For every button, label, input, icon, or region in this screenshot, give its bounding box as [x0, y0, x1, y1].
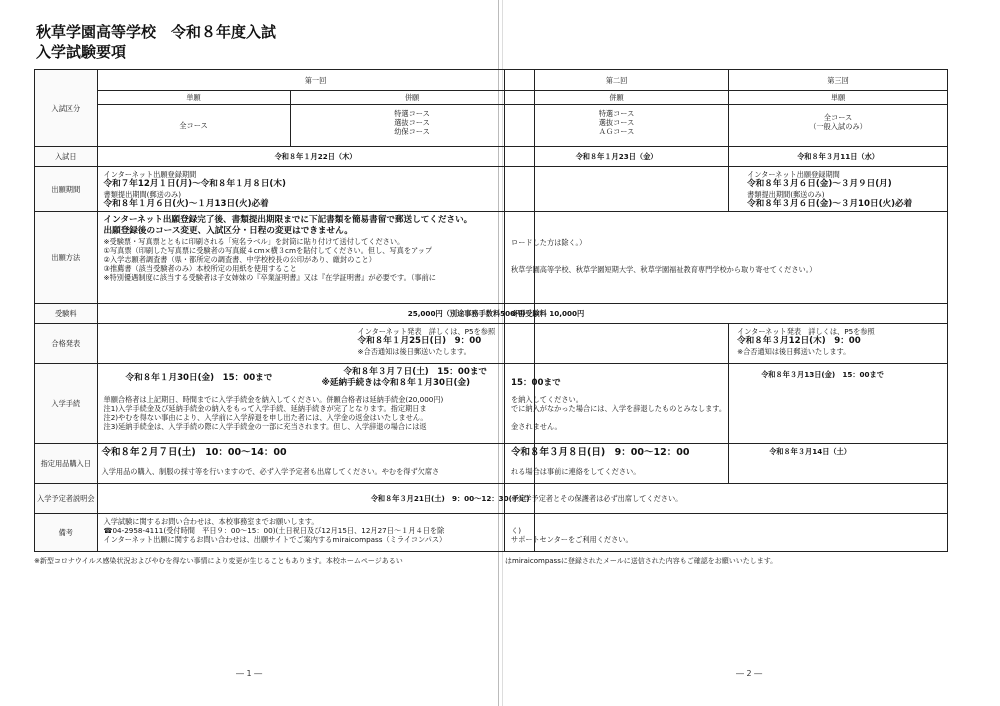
- round3-date: 令和８年３月11日（水）: [729, 147, 948, 167]
- round2-period: [505, 167, 729, 212]
- round2-goods: 令和８年３月８日(日) 9：00～12：00 れる場合は事前に連絡をしてください。: [505, 444, 729, 484]
- round23-fee: ※再受験料 10,000円: [505, 304, 948, 324]
- round1-tan-course: 全コース: [97, 105, 290, 147]
- round1-goods: 令和８年２月７日(土) 10：00～14：00 入学用品の購入、制服の採寸等を行いますので、必ず入学予定者も出席してください。やむを得ず欠席さ: [97, 444, 534, 484]
- exam-table-left: [34, 69, 535, 552]
- round1-hei-courses: 特選コース 選抜コース 幼保コース: [290, 105, 534, 147]
- round23-method: ロードした方は除く。） 秋草学園高等学校、秋草学園短期大学、秋草学園福祉教育専門学校から取り寄せてください。）: [505, 212, 948, 304]
- round3-result: インターネット発表 詳しくは、P5を参照 令和８年３月12日(木) 9：00 ※合否通知は後日郵送いたします。: [729, 324, 948, 364]
- label-fee: 受験料: [35, 304, 98, 324]
- footnote-left: ※新型コロナウイルス感染状況およびやむを得ない事情により変更が生じることもあります。本校ホームページあるい: [34, 557, 403, 565]
- round1-briefing: 令和８年３月21日(土) 9：00～12：30(予定): [97, 484, 534, 514]
- round1-notes: 入学試験に関するお問い合わせは、本校事務室までお願いします。 ☎04-2958-4111(受付時間 平日９：00～15：00)(土日祝日及び12月15日、12月27日～１月４日を除 インターネット出願に関するお問い合わせは、出願サイトでご案内するmiraicompass（ミライコンパス）: [97, 514, 534, 552]
- round1-result: インターネット発表 詳しくは、P5を参照 令和８年１月25日(日) 9：00 ※合否通知は後日郵送いたします。: [97, 324, 534, 364]
- label-kubun: 入試区分: [35, 70, 98, 147]
- label-result: 合格発表: [35, 324, 98, 364]
- round1-tan-header: 単願: [97, 91, 290, 105]
- round3-period: インターネット出願登録期間 令和８年３月６日(金)～３月９日(月) 書類提出期間(郵送のみ) 令和８年３月６日(金)～３月10日(火)必着: [729, 167, 948, 212]
- round23-briefing: ※入学予定者とその保護者は必ず出席してください。: [505, 484, 948, 514]
- round1-fee: 25,000円（別途事務手数料500円）: [97, 304, 534, 324]
- label-date: 入試日: [35, 147, 98, 167]
- round3-courses: 全コース （一般入試のみ）: [729, 105, 948, 147]
- round1-period: インターネット出願登録期間 令和７年12月１日(月)～令和８年１月８日(木) 書類提出期間(郵送のみ) 令和８年１月６日(火)～１月13日(火)必着: [97, 167, 534, 212]
- round23-notes: く) サポートセンターをご利用ください。: [505, 514, 948, 552]
- label-procedure: 入学手続: [35, 364, 98, 444]
- round2-procedure: 15：00まで を納入してください。 でに納入がなかった場合には、入学を辞退したものとみなします。 金されません。: [505, 364, 729, 444]
- round3-procedure: 令和８年３月13日(金) 15：00まで: [729, 364, 948, 444]
- round1-header: 第一回: [97, 70, 534, 91]
- page-subtitle: 入学試験要項: [36, 43, 127, 61]
- exam-table-right: [504, 69, 948, 552]
- round3-header: 第三回: [729, 70, 948, 91]
- round2-result: [505, 324, 729, 364]
- round1-hei-header: 併願: [290, 91, 534, 105]
- label-period: 出願期間: [35, 167, 98, 212]
- round1-method: インターネット出願登録完了後、書類提出期限までに下記書類を簡易書留で郵送してください。 出願登録後のコース変更、入試区分・日程の変更はできません。 ※受験票・写真票とともに印刷される「宛名ラベル」を封筒に貼り付けて送付してください。 ①写真票（印刷した写真票に受験者の写真縦４cm×横３cmを貼付してください。但し、写真をアップ ②入学志願者調査書（県・都所定の調査書、中学校校長の公印があり、厳封のこと） ③推薦書（該当受験者のみ）本校所定の用紙を使用すること ※特別優遇制度に該当する受験者は子女姉妹の『卒業証明書』又は『在学証明書』が必要です。（事前に: [97, 212, 534, 304]
- round3-goods: 令和８年３月14日（土）: [729, 444, 948, 484]
- footnote-right: はmiraicompassに登録されたメールに送信された内容もご確認をお願いいたします。: [505, 557, 778, 565]
- round2-date: 令和８年１月23日（金）: [505, 147, 729, 167]
- label-goods: 指定用品購入日: [35, 444, 98, 484]
- round2-hei-header: 併願: [505, 91, 729, 105]
- page-number-1: ― 1 ―: [236, 669, 263, 678]
- round1-procedure: 令和８年１月30日(金) 15：00まで 令和８年３月７日(土) 15：00まで ※延納手続きは令和８年１月30日(金) 単願合格者は上記期日、時間までに入学手続金を納入してください。併願合格者は延納手続金(20,000円) 注1)入学手続金及び延納手続金の納入をもって入学手続、延納手続きが完了となります。指定期日ま 注2)やむを得ない事由により、入学前に入学辞退を申し出た者には、入学金の返金はいたしません。 注3)延納手続金は、入学手続の際に入学手続金の一部に充当されます。但し、入学辞退の場合には返: [97, 364, 534, 444]
- round1-date: 令和８年１月22日（木）: [97, 147, 534, 167]
- round3-tan-header: 単願: [729, 91, 948, 105]
- round2-courses: 特選コース 選抜コース ＡＧコース: [505, 105, 729, 147]
- label-briefing: 入学予定者説明会: [35, 484, 98, 514]
- label-notes: 備考: [35, 514, 98, 552]
- label-method: 出願方法: [35, 212, 98, 304]
- page-number-2: ― 2 ―: [736, 669, 763, 678]
- round2-header: 第二回: [505, 70, 729, 91]
- page-title: 秋草学園高等学校 令和８年度入試: [36, 23, 277, 41]
